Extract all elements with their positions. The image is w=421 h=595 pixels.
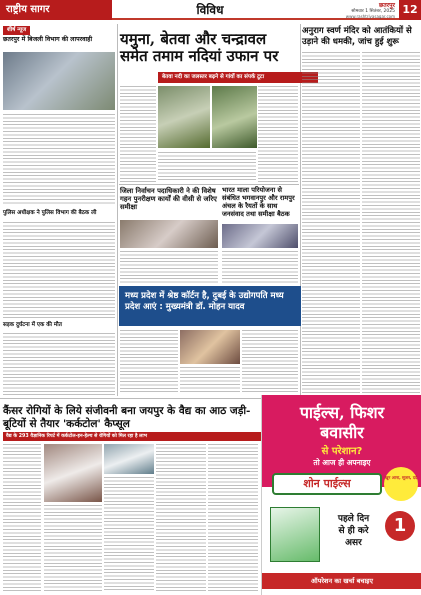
website: www.rashtriyasagar.com (345, 14, 395, 19)
ad-title-line1: पाईल्स, फिशर (299, 403, 385, 422)
cancer-photo-2 (104, 444, 154, 474)
bharatmala-photo (222, 224, 298, 248)
right-body-text-2 (362, 52, 420, 394)
bharatmala-text (222, 251, 298, 283)
edition-city: छतरपुर (379, 2, 395, 9)
ad-symptom-bubble: खून आना, सूजन, दर्द (384, 467, 418, 501)
left-story3-text (3, 333, 115, 395)
district-text (120, 251, 218, 283)
right-headline: अनुराग स्वर्ण मंदिर को आतंकियों से उड़ाने की धमकी, जांच हुई शुरू (302, 26, 412, 47)
left-body-text (3, 114, 115, 206)
piles-advertisement (261, 395, 421, 595)
cancer-text-4 (156, 444, 206, 592)
top-news-tag: शीर्ष न्यूज (3, 26, 30, 35)
cancer-strap: वैद्य के 293 वैज्ञानिक रिपर्ट में कर्कटोल-इन-हेल्थ से रोगियों को मिल रहा है लाभ (3, 432, 261, 441)
district-photo (120, 220, 218, 248)
cancer-text-2 (44, 505, 102, 592)
main-headline: यमुना, बेतवा और चन्द्रावल समेत तमाम नदियां उफान पर (120, 30, 279, 65)
main-photo-2 (212, 86, 257, 148)
left-story2-text (3, 222, 115, 318)
ad-question: से परेशान? (321, 446, 363, 457)
column-rule (117, 24, 118, 396)
section-title: विविध (196, 3, 224, 17)
ad-brand: शोन पाईल्स (272, 473, 382, 495)
ad-product-pack (270, 507, 320, 562)
masthead (0, 0, 421, 20)
main-body-text (120, 86, 156, 182)
ad-bottom-banner: ऑपरेशन का खर्चा बचाइए (262, 573, 421, 589)
ad-title-line2: बवासीर (320, 423, 364, 442)
right-body-text-1 (302, 52, 360, 394)
bharatmala-headline: भारत माला परियोजना से संबंधित भगवानपुर और रामपुर अंचल के रैयतों के साथ जनसंवाद तथा समीक्षा बैठक (222, 186, 295, 218)
cancer-text-1 (3, 444, 41, 592)
left-photo (3, 52, 115, 110)
main-caption-text (158, 152, 256, 182)
cancer-photo-1 (44, 444, 102, 502)
ad-number-badge: 1 (385, 511, 415, 541)
ad-day-line3: असर (345, 538, 362, 548)
mp-text-1 (120, 330, 178, 394)
left-story3-title: सड़क दुर्घटना में एक की मौत (3, 322, 62, 328)
mp-headline: मध्य प्रदेश में श्रेष्ठ कॉर्टन है, दुबई के उद्योगपति मध्य प्रदेश आएं : मुख्यमंत्री डॉ. मोहन यादव (125, 291, 284, 312)
cancer-headline: कैंसर रोगियों के लिये संजीवनी बना जयपुर के वैद्य का आठ जड़ी-बूटियों से तैयार 'कर्कटोल' कैप्सूल (3, 405, 251, 430)
mp-photo (180, 330, 240, 364)
district-headline: जिला निर्वाचन पदाधिकारी ने की विशेष गहन पुनरीक्षण कार्यों की वीसी से जरिए समीक्षा (120, 187, 217, 212)
paper-name: राष्ट्रीय सागर (0, 0, 112, 20)
cancer-text-5 (208, 444, 258, 592)
ad-cta: तो आज ही अपनाइए (313, 458, 371, 467)
mp-text-2 (180, 367, 240, 394)
ad-day-line1: पहले दिन (337, 514, 370, 524)
cancer-text-3 (104, 477, 154, 592)
main-photo-1 (158, 86, 210, 148)
left-headline: छतरपुर में बिजली विभाग की लापरवाही (3, 36, 93, 43)
left-story2-title: पुलिस अधीक्षक ने पुलिस विभाग की बैठक ली (3, 210, 97, 216)
page-number: 12 (399, 0, 421, 20)
ad-day-line2: से ही करे (338, 526, 369, 536)
main-body-text-right (258, 86, 298, 182)
main-strap: बेतवा नदी का जलस्तर बढ़ने से गांवों का संपर्क टूटा (158, 72, 318, 83)
story-rule (119, 184, 299, 185)
mp-text-3 (242, 330, 298, 394)
edition-date: सोमवार 1 सितंबर, 2025 (351, 9, 395, 14)
mp-headline-box (119, 286, 301, 326)
